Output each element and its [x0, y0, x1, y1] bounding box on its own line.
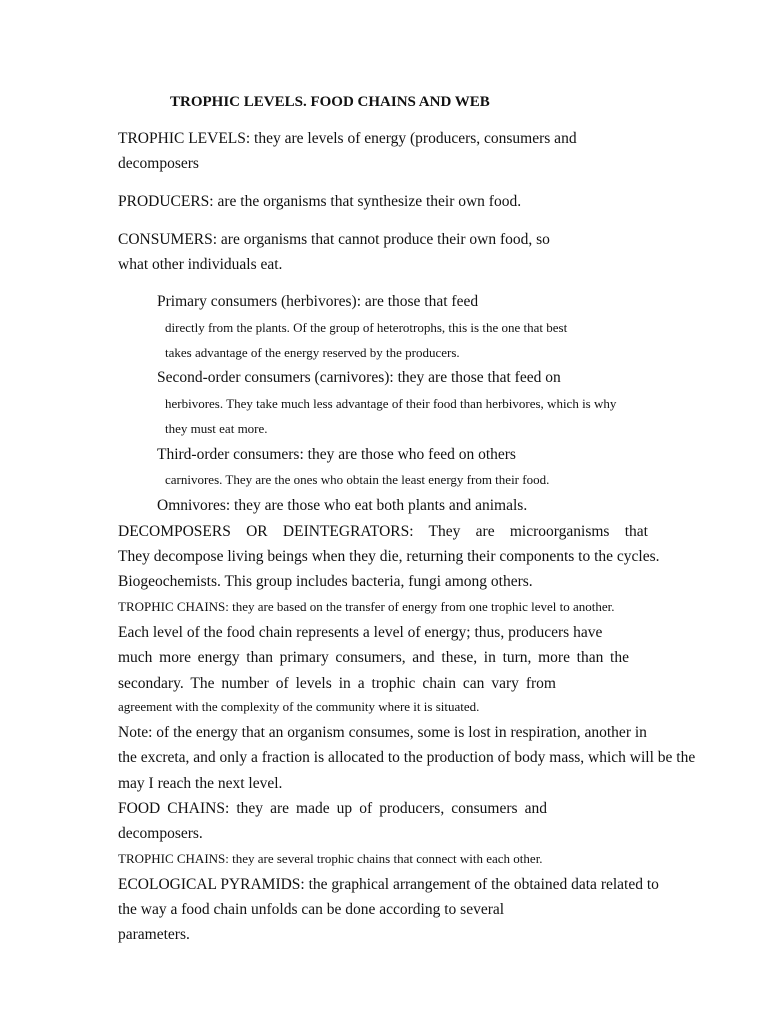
text-line: the excreta, and only a fraction is allocated to the production of body mass, which will be the: [118, 749, 696, 766]
text-line: TROPHIC LEVELS: they are levels of energy (producers, consumers and: [118, 130, 577, 147]
text-line: CONSUMERS: are organisms that cannot produce their own food, so: [118, 231, 550, 248]
bullet-text: Second-order consumers (carnivores): they are those that feed on: [157, 369, 561, 386]
bullet-item: [143, 496, 527, 516]
text-line: They decompose living beings when they die, returning their components to the cycles.: [118, 548, 660, 565]
text-line: the way a food chain unfolds can be done according to several: [118, 901, 505, 918]
text-line: TROPHIC CHAINS: they are several trophic chains that connect with each other.: [118, 851, 543, 866]
bullet-text: Omnivores: they are those who eat both plants and animals.: [157, 497, 528, 514]
document-title: TROPHIC LEVELS. FOOD CHAINS AND WEB: [170, 94, 490, 110]
text-line: agreement with the complexity of the community where it is situated.: [118, 699, 480, 714]
text-line: DECOMPOSERS OR DEINTEGRATORS: They are microorganisms that: [118, 523, 648, 540]
text-line: what other individuals eat.: [118, 256, 283, 273]
text-line: carnivores. They are the ones who obtain the least energy from their food.: [165, 472, 550, 487]
text-line: Note: of the energy that an organism consumes, some is lost in respiration, another in: [118, 724, 647, 741]
text-line: directly from the plants. Of the group of heterotrophs, this is the one that best: [165, 320, 568, 335]
text-line: decomposers: [118, 155, 199, 172]
text-line: they must eat more.: [165, 421, 268, 436]
text-line: much more energy than primary consumers, and these, in turn, more than the: [118, 649, 629, 666]
bullet-item: [143, 368, 561, 388]
text-line: takes advantage of the energy reserved by the producers.: [165, 345, 460, 360]
bullet-text: Primary consumers (herbivores): are those that feed: [157, 293, 479, 310]
text-line: decomposers.: [118, 825, 203, 842]
text-line: Each level of the food chain represents a level of energy; thus, producers have: [118, 624, 603, 641]
text-line: parameters.: [118, 926, 190, 943]
text-line: ECOLOGICAL PYRAMIDS: the graphical arrangement of the obtained data related to: [118, 876, 659, 893]
text-line: FOOD CHAINS: they are made up of producers, consumers and: [118, 800, 547, 817]
bullet-item: [143, 445, 516, 465]
text-line: Biogeochemists. This group includes bacteria, fungi among others.: [118, 573, 533, 590]
text-line: may I reach the next level.: [118, 775, 283, 792]
text-line: TROPHIC CHAINS: they are based on the transfer of energy from one trophic level to another.: [118, 599, 615, 614]
text-line: herbivores. They take much less advantage of their food than herbivores, which is why: [165, 396, 617, 411]
text-line: secondary. The number of levels in a trophic chain can vary from: [118, 675, 556, 692]
text-line: PRODUCERS: are the organisms that synthesize their own food.: [118, 193, 522, 210]
bullet-text: Third-order consumers: they are those who feed on others: [157, 446, 516, 463]
bullet-item: [143, 292, 478, 312]
